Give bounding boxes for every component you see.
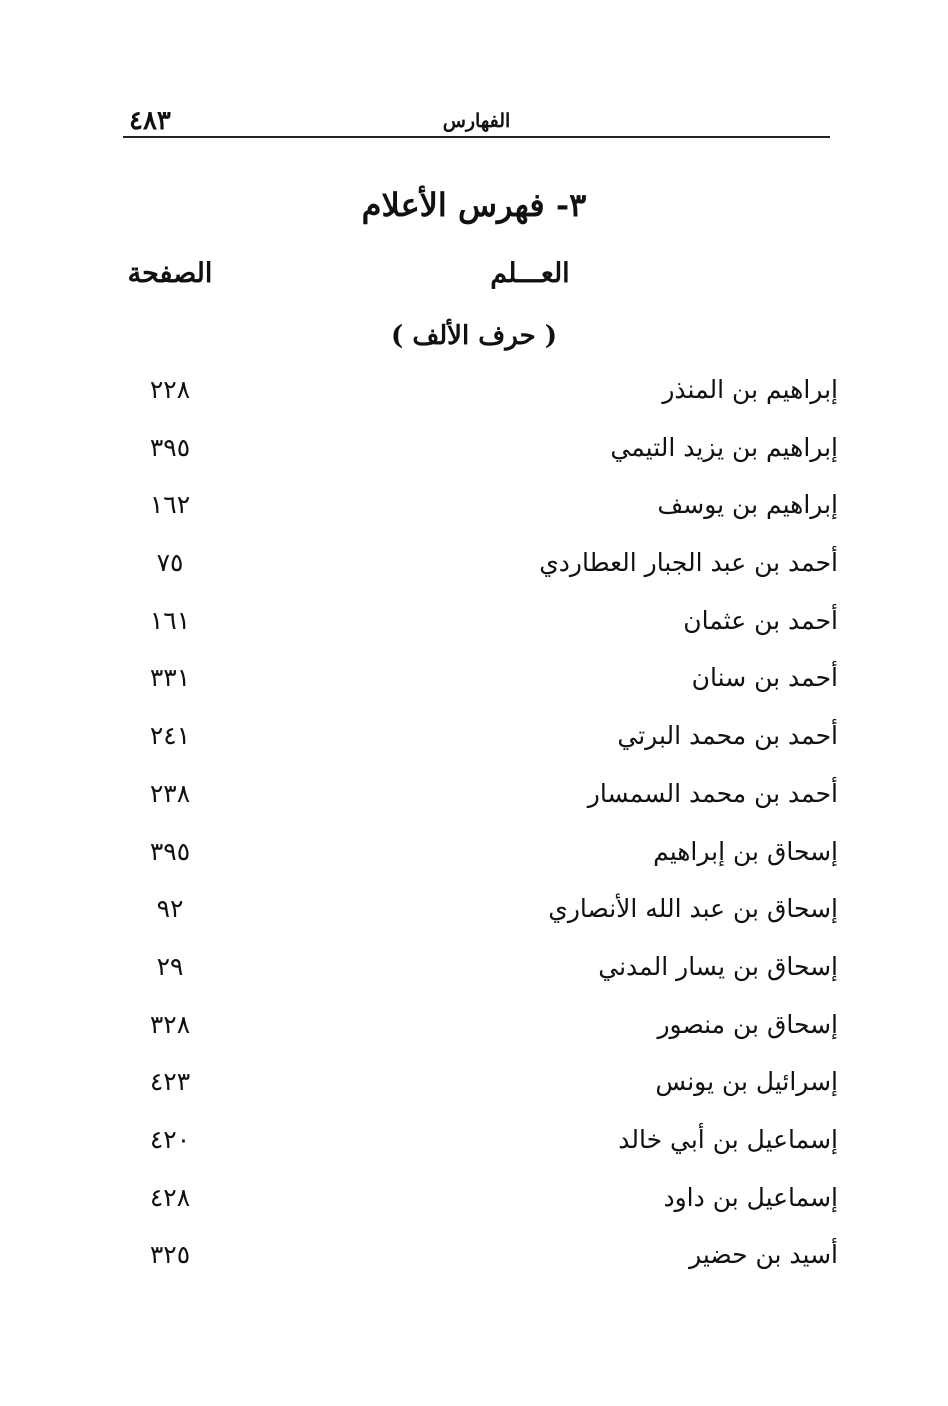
index-entry (0, 1058, 948, 1116)
entry-page: ٣٢٥ (149, 1240, 191, 1270)
entry-name: إبراهيم بن يوسف (657, 490, 838, 520)
entry-name: إسرائيل بن يونس (655, 1067, 838, 1097)
index-entry (0, 1174, 948, 1232)
index-entry (0, 885, 948, 943)
index-entry (0, 597, 948, 655)
page-number: ٤٨٣ (129, 106, 171, 136)
entry-name: إسحاق بن عبد الله الأنصاري (548, 894, 838, 924)
entry-page: ٢٢٨ (149, 375, 191, 404)
index-entry (0, 1231, 948, 1289)
entry-name: أحمد بن محمد البرتي (617, 721, 838, 751)
entry-name: أحمد بن عبد الجبار العطاردي (539, 548, 838, 578)
index-entry (0, 943, 948, 1001)
index-entry (0, 1001, 948, 1059)
entry-page: ٢٣٨ (149, 778, 191, 808)
entry-name: إبراهيم بن يزيد التيمي (610, 432, 838, 462)
entry-page: ٤٢٨ (149, 1182, 191, 1212)
index-entry (0, 712, 948, 770)
index-entry (0, 828, 948, 886)
column-header-page: الصفحة (127, 258, 213, 289)
letter-heading: ( حرف الألف ) (390, 321, 558, 351)
index-entry (0, 366, 948, 424)
entry-name: أحمد بن محمد السمسار (587, 778, 838, 808)
entry-page: ٤٢٠ (149, 1124, 191, 1154)
entry-page: ١٦٢ (149, 490, 191, 520)
entry-page: ٣٩٥ (149, 432, 191, 462)
entry-name: أسيد بن حضير (689, 1240, 838, 1270)
entry-page: ٣٢٨ (149, 1009, 191, 1039)
index-entry (0, 539, 948, 597)
index-entry (0, 424, 948, 482)
entry-name: إسحاق بن يسار المدني (598, 951, 838, 981)
entry-name: أحمد بن عثمان (683, 605, 838, 635)
index-entry (0, 654, 948, 712)
index-entry (0, 481, 948, 539)
entry-page: ٧٥ (156, 548, 184, 578)
running-header (123, 106, 830, 138)
entry-page: ١٦١ (149, 605, 191, 635)
entry-page: ٩٢ (156, 894, 184, 924)
index-title: ٣- فهرس الأعلام (361, 186, 587, 224)
entry-name: إسحاق بن إبراهيم (653, 836, 838, 866)
entry-name: إسحاق بن منصور (657, 1009, 838, 1039)
index-entries (0, 366, 948, 1289)
column-header-name: العـــلم (490, 258, 570, 289)
entry-name: إسماعيل بن داود (663, 1182, 838, 1212)
index-entry (0, 1116, 948, 1174)
entry-name: أحمد بن سنان (691, 663, 838, 693)
entry-page: ٤٢٣ (149, 1067, 191, 1097)
entry-name: إسماعيل بن أبي خالد (618, 1124, 838, 1154)
entry-page: ٢٩ (156, 951, 184, 981)
entry-name: إبراهيم بن المنذر (662, 375, 838, 404)
index-entry (0, 770, 948, 828)
entry-page: ٣٩٥ (149, 836, 191, 866)
section-title: الفهارس (442, 110, 511, 132)
entry-page: ٣٣١ (149, 663, 191, 693)
entry-page: ٢٤١ (149, 721, 191, 751)
